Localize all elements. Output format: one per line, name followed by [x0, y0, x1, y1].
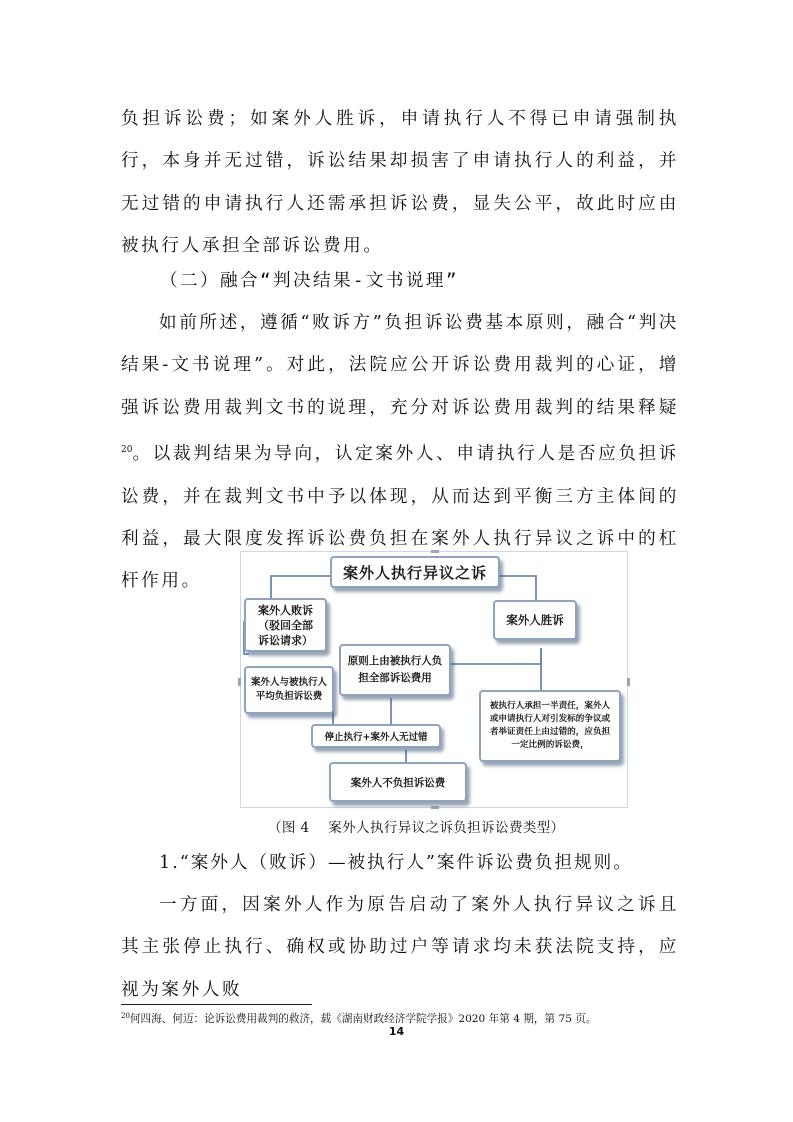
diagram-stop-label: 停止执行+案外人无过错	[324, 732, 428, 743]
paragraph-fusion-text: 如前所述，遵循“败诉方”负担诉讼费基本原则，融合“判决结果-文书说理”。对此，法院应公开诉讼费用裁判的心证，增强诉讼费用裁判文书的说理，充分对诉讼费用裁判的结果释疑	[121, 313, 679, 418]
diagram-lose-line1: 案外人败诉	[258, 603, 313, 617]
diagram-root-box	[330, 556, 500, 588]
diagram-share-line2: 平均负担诉讼费	[255, 691, 323, 702]
diagram-nofee-box	[329, 762, 467, 802]
figure-4-diagram	[240, 551, 628, 808]
diagram-share-line1: 案外人与被执行人	[250, 677, 327, 688]
diagram-share-box	[244, 666, 334, 714]
footnote-mark: 20	[121, 1012, 130, 1020]
rule-heading: 1.“案外人（败诉）—被执行人”案件诉讼费负担规则。	[159, 853, 633, 873]
diagram-win-box	[493, 600, 577, 640]
footnote-separator	[121, 1004, 312, 1005]
footnote-ref: 20	[121, 445, 133, 456]
diagram-nofee-label: 案外人不负担诉讼费	[350, 776, 446, 789]
connector-root-right	[499, 576, 536, 602]
diagram-stop-box	[311, 724, 441, 748]
diagram-lose-box	[244, 598, 327, 652]
diagram-lose-line2: （驳回全部	[258, 618, 313, 632]
diagram-win-label: 案外人胜诉	[506, 613, 564, 627]
diagram-principle-box	[339, 644, 451, 696]
diagram-halfresp-line2: 或申请执行人对引发标的争议或	[489, 714, 611, 724]
diagram-halfresp-box	[479, 690, 621, 762]
paragraph-one-hand: 一方面，因案外人作为原告启动了案外人执行异议之诉且其主张停止执行、确权或协助过户等请求均未获法院支持，应视为案外人败	[121, 895, 679, 1000]
figure-caption: （图 4 案外人执行异议之诉负担诉讼费类型）	[268, 820, 565, 836]
diagram-halfresp-line1: 被执行人承担一半责任，案外人	[489, 701, 611, 711]
diagram-root-label: 案外人执行异议之诉	[342, 563, 487, 582]
diagram-halfresp-line4: 一定比例的诉讼费，	[511, 740, 589, 750]
diagram-lose-line3: 诉讼请求）	[258, 633, 313, 647]
connector-root-left	[271, 576, 331, 598]
paragraph-fusion-tail: 。以裁判结果为导向，认定案外人、申请执行人是否应负担诉讼费，并在裁判文书中予以体现，从而达到平衡三方主体间的利益，最大限度发挥诉讼费负担在案外人执行异议之诉中的杠杆作用。	[121, 444, 679, 592]
section-heading: （二）融合“判决结果-文书说理”	[160, 271, 459, 291]
footnote-text: 何四海、何迈：论诉讼费用裁判的救济，载《湖南财政经济学院学报》2020 年第 4 期，第 75 页。	[129, 1013, 597, 1025]
diagram-principle-line1: 原则上由被执行人负	[347, 655, 443, 667]
paragraph-continuation: 负担诉讼费；如案外人胜诉，申请执行人不得已申请强制执行，本身并无过错，诉讼结果却损害了申请执行人的利益，并无过错的申请执行人还需承担诉讼费，显失公平，故此时应由被执行人承担全部诉讼费用。	[121, 109, 679, 257]
diagram-principle-line2: 担全部诉讼费用	[358, 672, 432, 684]
connector-win-principle	[451, 648, 541, 664]
page-number: 14	[388, 1025, 405, 1038]
diagram-halfresp-line3: 者举证责任上由过错的，应负担	[489, 727, 611, 737]
